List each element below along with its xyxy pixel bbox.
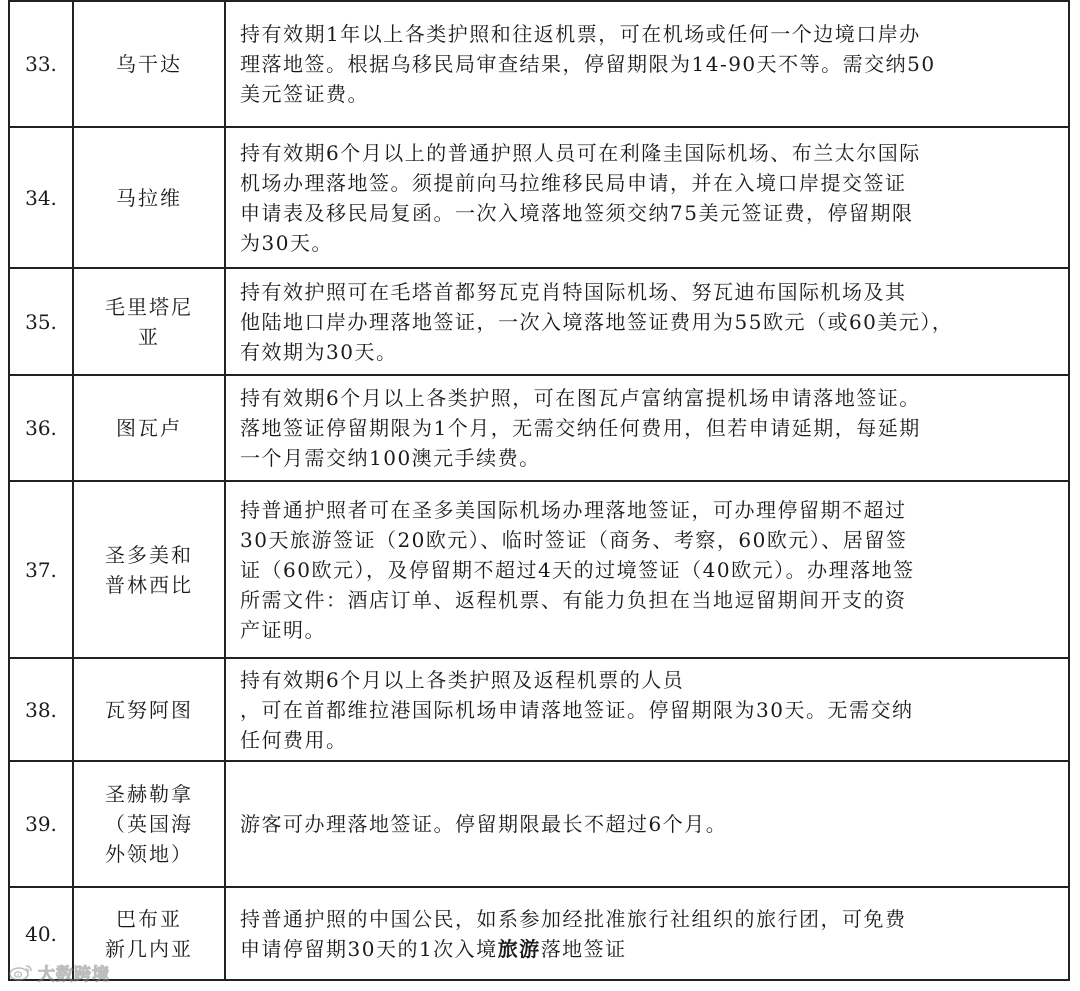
country-cell [73, 375, 225, 481]
description-line: 机场办理落地签。须提前向马拉维移民局申请，并在入境口岸提交签证 [240, 170, 907, 195]
description-line: 持普通护照者可在圣多美国际机场办理落地签证，可办理停留期不超过 [240, 497, 907, 522]
watermark [8, 960, 110, 984]
row-number: 37. [9, 481, 73, 658]
row-number: 34. [9, 127, 73, 268]
description-line: 证（60欧元），及停留期不超过4天的过境签证（40欧元）。办理落地签 [240, 557, 915, 582]
description-cell [225, 268, 1069, 375]
description-line: 理落地签。根据乌移民局审查结果，停留期限为14-90天不等。需交纳50 [240, 52, 936, 76]
description-line: 他陆地口岸办理落地签证，一次入境落地签证费用为55欧元（或60美元）， [240, 309, 954, 334]
description-line: 落地签证停留期限为1个月，无需交纳任何费用，但若申请延期，每延期 [240, 416, 921, 440]
country-cell [73, 658, 225, 761]
country-cell [73, 481, 225, 658]
table-row [9, 761, 1069, 887]
country-name: 外领地） [105, 842, 193, 866]
description-line: 一个月需交纳100澳元手续费。 [240, 446, 541, 470]
description-line: ，可在首都维拉港国际机场申请落地签证。停留期限为30天。无需交纳 [240, 697, 914, 722]
country-name: 新几内亚 [105, 936, 193, 961]
description-cell [225, 481, 1069, 658]
row-number: 38. [9, 658, 73, 761]
row-number: 35. [9, 268, 73, 375]
country-cell [73, 761, 225, 887]
country-cell [73, 127, 225, 268]
table-row [9, 268, 1069, 375]
row-number: 36. [9, 375, 73, 481]
description-bold-text: 旅游 [497, 936, 541, 961]
description-line: 美元签证费。 [240, 82, 369, 106]
description-line: 持有效期6个月以上各类护照及返程机票的人员 [240, 667, 685, 692]
country-cell [73, 1, 225, 127]
country-name: 巴布亚 [116, 906, 182, 931]
description-line: 持有效护照可在毛塔首都努瓦克肖特国际机场、努瓦迪布国际机场及其 [240, 279, 907, 304]
country-name: （英国海 [105, 812, 193, 836]
table-row [9, 127, 1069, 268]
row-number: 40. [9, 887, 73, 980]
country-name: 毛里塔尼 [105, 294, 193, 319]
description-text: 落地签证 [540, 936, 627, 961]
table-row [9, 375, 1069, 481]
visa-on-arrival-table [8, 0, 1070, 981]
description-line: 30天旅游签证（20欧元）、临时签证（商务、考察，60欧元）、居留签 [240, 527, 908, 552]
description-text: 申请停留期30天的1次入境 [240, 936, 498, 961]
country-name: 图瓦卢 [116, 416, 182, 440]
weibo-logo-icon [8, 963, 34, 981]
country-name: 圣赫勒拿 [105, 782, 193, 806]
description-line: 持有效期6个月以上各类护照，可在图瓦卢富纳富提机场申请落地签证。 [240, 386, 921, 410]
country-name: 瓦努阿图 [105, 697, 193, 722]
description-line: 任何费用。 [240, 727, 348, 752]
description-line: 持有效期1年以上各类护照和往返机票，可在机场或任何一个边境口岸办 [240, 22, 921, 46]
description-cell [225, 887, 1069, 980]
table-row [9, 481, 1069, 658]
description-cell [225, 1, 1069, 127]
country-name: 普林西比 [105, 572, 193, 597]
row-number: 33. [9, 1, 73, 127]
row-number: 39. [9, 761, 73, 887]
table-row [9, 887, 1069, 980]
description-line: 游客可办理落地签证。停留期限最长不超过6个月。 [240, 812, 728, 836]
description-cell [225, 127, 1069, 268]
country-cell [73, 268, 225, 375]
description-line: 产证明。 [240, 617, 326, 642]
country-name: 乌干达 [116, 52, 182, 76]
table-row [9, 658, 1069, 761]
description-line: 所需文件：酒店订单、返程机票、有能力负担在当地逗留期间开支的资 [240, 587, 907, 612]
description-line-mixed [240, 934, 1056, 964]
country-name: 圣多美和 [105, 542, 193, 567]
description-line: 持有效期6个月以上的普通护照人员可在利隆圭国际机场、布兰太尔国际 [240, 140, 921, 165]
description-cell [225, 375, 1069, 481]
description-line: 有效期为30天。 [240, 339, 398, 364]
country-name: 亚 [138, 324, 160, 349]
country-name: 马拉维 [116, 185, 182, 210]
description-line: 为30天。 [240, 230, 333, 255]
description-cell [225, 658, 1069, 761]
watermark-text: 大数跨境 [38, 964, 110, 985]
table-row [9, 1, 1069, 127]
description-cell [225, 761, 1069, 887]
description-line: 申请表及移民局复函。一次入境落地签须交纳75美元签证费，停留期限 [240, 200, 914, 225]
description-line: 持普通护照的中国公民，如系参加经批准旅行社组织的旅行团，可免费 [240, 906, 907, 931]
